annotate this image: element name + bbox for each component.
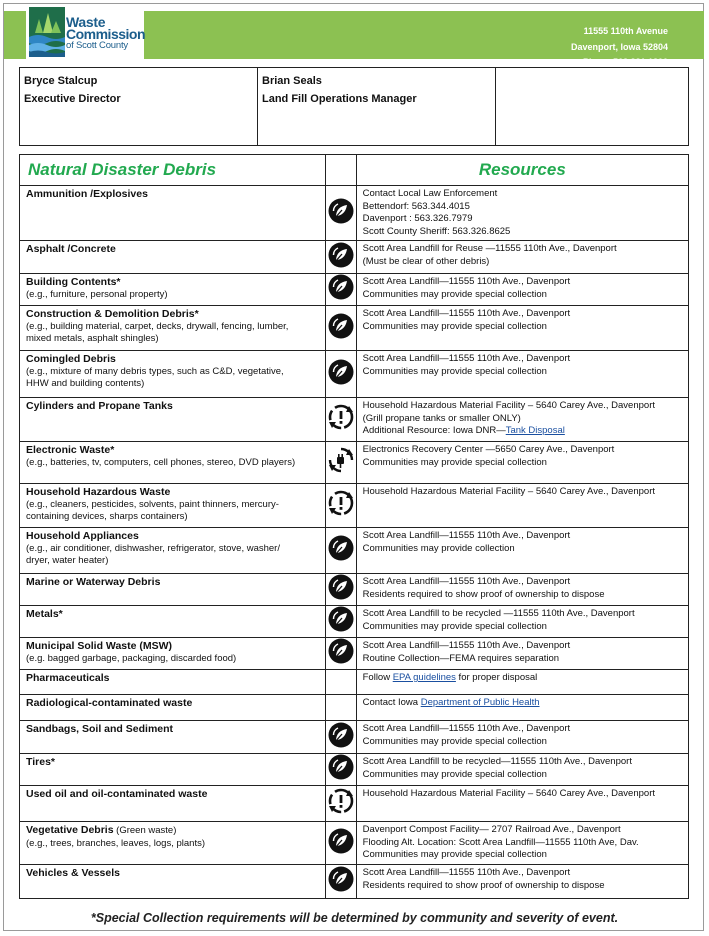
footnote: *Special Collection requirements will be determined by community and severity of event. [90,911,619,925]
table-row [20,398,689,442]
icon-cell [325,241,356,274]
debris-category-line [26,824,319,838]
recycle-leaf-icon [328,553,354,564]
icon-cell [325,274,356,306]
resource-cell [356,638,688,670]
icon-cell [325,528,356,574]
recycle-leaf-icon [328,260,354,271]
resource-line [363,640,682,653]
resource-line [363,756,682,769]
debris-category: Household Appliances [26,530,139,542]
resource-text: Scott Area Landfill to be recycled—11555 110th Ave., Davenport [362,756,632,767]
address-block [571,24,668,71]
resource-text: Communities may provide special collection [362,365,547,377]
resource-text: Scott Area Landfill for Reuse —11555 110th Ave., Davenport [362,243,617,254]
resource-text: Residents required to show proof of ownership to dispose [362,588,605,600]
resource-text: Flooding Alt. Location: Scott Area Landfill—11555 110th Ave, Dav. [362,836,639,848]
resource-line [363,530,682,543]
resource-text: Bettendorf: 563.344.4015 [362,200,470,212]
resource-text: Scott Area Landfill—11555 110th Ave., Davenport [362,276,571,287]
recycle-leaf-icon [328,331,354,342]
resource-text: Scott Area Landfill—11555 110th Ave., Davenport [362,640,571,651]
resource-text: (Must be clear of other debris) [362,255,490,267]
icon-cell [325,606,356,638]
table-row [20,274,689,306]
resource-line [363,366,682,379]
resource-text: Davenport : 563.326.7979 [362,213,473,224]
resource-line [363,226,682,239]
resource-link[interactable]: EPA guidelines [392,672,456,683]
debris-category: Metals* [26,608,63,620]
resource-line [363,486,682,499]
resource-text: Residents required to show proof of ownership to dispose [362,879,605,891]
table-header-row [20,155,689,186]
table-row [20,695,689,721]
resource-text: for proper disposal [455,672,538,683]
resource-cell [356,754,688,786]
resource-cell [356,721,688,754]
recycle-leaf-icon [328,740,354,751]
resource-line [363,723,682,736]
debris-cell [20,695,326,721]
resource-cell [356,822,688,865]
resource-cell [356,865,688,899]
debris-category: Construction & Demolition Debris* [26,308,199,320]
debris-category: Cylinders and Propane Tanks [26,400,173,412]
resource-text: Scott Area Landfill—11555 110th Ave., Davenport [362,308,571,319]
resource-link[interactable]: Tank Disposal [505,425,565,436]
resource-line [363,289,682,302]
debris-cell [20,528,326,574]
resource-text: Scott Area Landfill—11555 110th Ave., Davenport [362,723,571,734]
resource-text: Contact Local Law Enforcement [362,188,498,199]
hazard-cycle-icon [327,423,355,434]
debris-examples: (e.g., building material, carpet, decks, drywall, fencing, lumber, [26,320,289,332]
debris-category: Radiological-contaminated waste [26,697,193,709]
resource-text: (Grill propane tanks or smaller ONLY) [362,412,521,424]
debris-examples: (e.g., batteries, tv, computers, cell phones, stereo, DVD players) [26,456,296,468]
debris-examples: dryer, water heater) [26,555,109,566]
table-row [20,574,689,606]
logo [26,5,144,59]
resource-cell [356,241,688,274]
debris-examples: (e.g., trees, branches, leaves, logs, plants) [26,837,206,849]
resource-line [363,321,682,334]
resource-cell [356,606,688,638]
resource-text: Scott Area Landfill to be recycled —11555 110th Ave., Davenport [362,608,635,619]
resource-text: Communities may provide special collection [362,768,547,780]
debris-cell [20,754,326,786]
debris-cell [20,670,326,695]
icon-cell [325,306,356,351]
debris-cell [20,484,326,528]
phone-line: Phone 563.381.1300 [582,57,668,67]
resource-line [363,736,682,749]
resource-line [363,788,682,801]
table-row [20,306,689,351]
resource-line [363,576,682,589]
resource-line [363,425,682,438]
debris-cell [20,306,326,351]
resource-text: Household Hazardous Material Facility – 5640 Carey Ave., Davenport [362,788,655,799]
resource-text: Communities may provide special collection [362,288,547,300]
icon-cell [325,398,356,442]
resource-text: Communities may provide special collection [362,456,547,468]
resource-text: Scott County Sheriff: 563.326.8625 [362,225,511,237]
resource-line [363,413,682,426]
resource-text: Scott Area Landfill—11555 110th Ave., Davenport [362,353,571,364]
table-row [20,670,689,695]
address-line: Davenport, Iowa 52804 [570,41,668,52]
resource-text: Contact Iowa [362,697,421,708]
resource-line [363,824,682,837]
debris-examples: (e.g. bagged garbage, packaging, discarded food) [26,652,237,664]
resource-text: Household Hazardous Material Facility – 5640 Carey Ave., Davenport [362,400,655,411]
resource-text: Follow [362,672,393,683]
table-row [20,484,689,528]
logo-mark-icon [29,7,65,57]
resource-cell [356,351,688,398]
icon-cell [325,638,356,670]
table-row [20,241,689,274]
resource-text: Routine Collection—FEMA requires separation [362,652,560,664]
icon-cell [325,442,356,484]
debris-category: Pharmaceuticals [26,672,110,684]
resource-text: Communities may provide special collection [362,320,547,332]
resource-text: Communities may provide special collection [362,620,547,632]
contact-cell [20,68,258,146]
resource-cell [356,186,688,241]
resource-text: Additional Resource: Iowa DNR— [362,425,506,436]
resource-line [363,769,682,782]
hazard-cycle-icon [327,509,355,520]
resource-text: Communities may provide collection [362,542,515,554]
debris-cell [20,606,326,638]
debris-category: Comingled Debris [26,353,116,365]
contact-title: Land Fill Operations Manager [262,93,417,105]
table-row [20,186,689,241]
contact-name: Brian Seals [262,75,322,87]
debris-examples: (e.g., mixture of many debris types, such as C&D, vegetative, [26,365,284,377]
recycle-leaf-icon [328,884,354,895]
resource-line [363,353,682,366]
header-debris: Natural Disaster Debris [20,155,326,186]
electronic-recycle-icon [327,466,355,477]
resource-line [363,188,682,201]
debris-cell [20,721,326,754]
table-row [20,528,689,574]
contacts-table [19,67,689,146]
debris-examples: (e.g., furniture, personal property) [26,288,168,300]
resource-cell [356,695,688,721]
resource-cell [356,786,688,822]
debris-cell [20,186,326,241]
header-icon-col [325,155,356,186]
contact-cell [496,68,689,146]
debris-cell [20,274,326,306]
resource-line [363,444,682,457]
resource-line [363,867,682,880]
resource-link[interactable]: Department of Public Health [420,697,540,708]
resource-cell [356,574,688,606]
resource-line [363,543,682,556]
debris-cell [20,638,326,670]
logo-line: Waste [66,14,106,30]
resource-cell [356,274,688,306]
icon-cell [325,754,356,786]
contact-name: Bryce Stalcup [24,75,98,87]
header-resources: Resources [356,155,688,186]
table-row [20,442,689,484]
resource-cell [356,484,688,528]
table-row [20,351,689,398]
contact-title: Executive Director [24,93,121,105]
recycle-leaf-icon [328,772,354,783]
resource-line [363,608,682,621]
resource-line [363,256,682,269]
logo-line: of Scott County [66,40,128,51]
icon-cell [325,865,356,899]
resource-cell [356,528,688,574]
recycle-leaf-icon [328,216,354,227]
recycle-leaf-icon [328,292,354,303]
resource-cell [356,442,688,484]
resource-line [363,880,682,893]
table-row [20,638,689,670]
hazard-cycle-icon [327,807,355,818]
resource-line [363,621,682,634]
debris-examples: containing devices, sharps containers) [26,511,188,522]
debris-cell [20,351,326,398]
logo-line: Commission [66,26,146,42]
contact-cell [258,68,496,146]
resource-line [363,400,682,413]
debris-category: Ammunition /Explosives [26,188,148,200]
resource-cell [356,398,688,442]
icon-cell [325,351,356,398]
debris-category: Vehicles & Vessels [26,867,120,879]
resource-text: Davenport Compost Facility— 2707 Railroad Ave., Davenport [362,824,621,835]
resource-text: Electronics Recovery Center —5650 Carey Ave., Davenport [362,444,615,455]
resource-text: Scott Area Landfill—11555 110th Ave., Davenport [362,867,571,878]
debris-examples: HHW and building contents) [26,378,145,389]
icon-cell [325,186,356,241]
recycle-leaf-icon [328,624,354,635]
recycle-leaf-icon [328,846,354,857]
resource-line [363,837,682,850]
table-row [20,721,689,754]
icon-cell [325,484,356,528]
debris-category: Asphalt /Concrete [26,243,116,255]
recycle-leaf-icon [328,377,354,388]
debris-category: Household Hazardous Waste [26,486,171,498]
debris-examples: mixed metals, asphalt shingles) [26,333,159,344]
resource-line [363,276,682,289]
debris-category: Marine or Waterway Debris [26,576,161,588]
debris-category: Municipal Solid Waste (MSW) [26,640,173,652]
resource-line [363,589,682,602]
icon-cell [325,670,356,695]
debris-examples: (e.g., air conditioner, dishwasher, refrigerator, stove, washer/ [26,542,280,554]
table-row [20,754,689,786]
resource-line [363,457,682,470]
recycle-leaf-icon [328,592,354,603]
table-row [20,786,689,822]
debris-cell [20,442,326,484]
resource-line [363,849,682,862]
debris-examples: (e.g., cleaners, pesticides, solvents, paint thinners, mercury- [26,498,279,510]
resource-line [363,672,682,685]
resource-text: Communities may provide special collection [362,849,547,860]
resource-line [363,201,682,214]
logo-text [66,16,145,52]
resource-line [363,243,682,256]
debris-cell [20,398,326,442]
debris-table [19,154,689,899]
debris-cell [20,241,326,274]
icon-cell [325,721,356,754]
table-row [20,822,689,865]
resource-line [363,653,682,666]
table-row [20,865,689,899]
debris-category: Vegetative Debris [26,824,114,836]
icon-cell [325,695,356,721]
resource-line [363,213,682,226]
resource-line [363,697,682,710]
debris-cell [20,865,326,899]
debris-category: Building Contents* [26,276,121,288]
icon-cell [325,822,356,865]
debris-category: Used oil and oil-contaminated waste [26,788,208,800]
debris-cell [20,786,326,822]
resource-text: Scott Area Landfill—11555 110th Ave., Davenport [362,530,571,541]
resource-text: Household Hazardous Material Facility – 5640 Carey Ave., Davenport [362,486,655,497]
recycle-leaf-icon [328,656,354,667]
debris-category: Sandbags, Soil and Sediment [26,723,174,735]
resource-text: Scott Area Landfill—11555 110th Ave., Davenport [362,576,571,587]
address-line: 11555 110th Avenue [583,26,668,36]
debris-category: Tires* [26,756,55,768]
resource-text: Communities may provide special collection [362,735,547,747]
resource-line [363,308,682,321]
table-row [20,606,689,638]
icon-cell [325,786,356,822]
resource-cell [356,670,688,695]
icon-cell [325,574,356,606]
resource-cell [356,306,688,351]
debris-cell [20,574,326,606]
debris-category-note: (Green waste) [113,825,177,836]
debris-cell [20,822,326,865]
debris-category: Electronic Waste* [26,444,115,456]
